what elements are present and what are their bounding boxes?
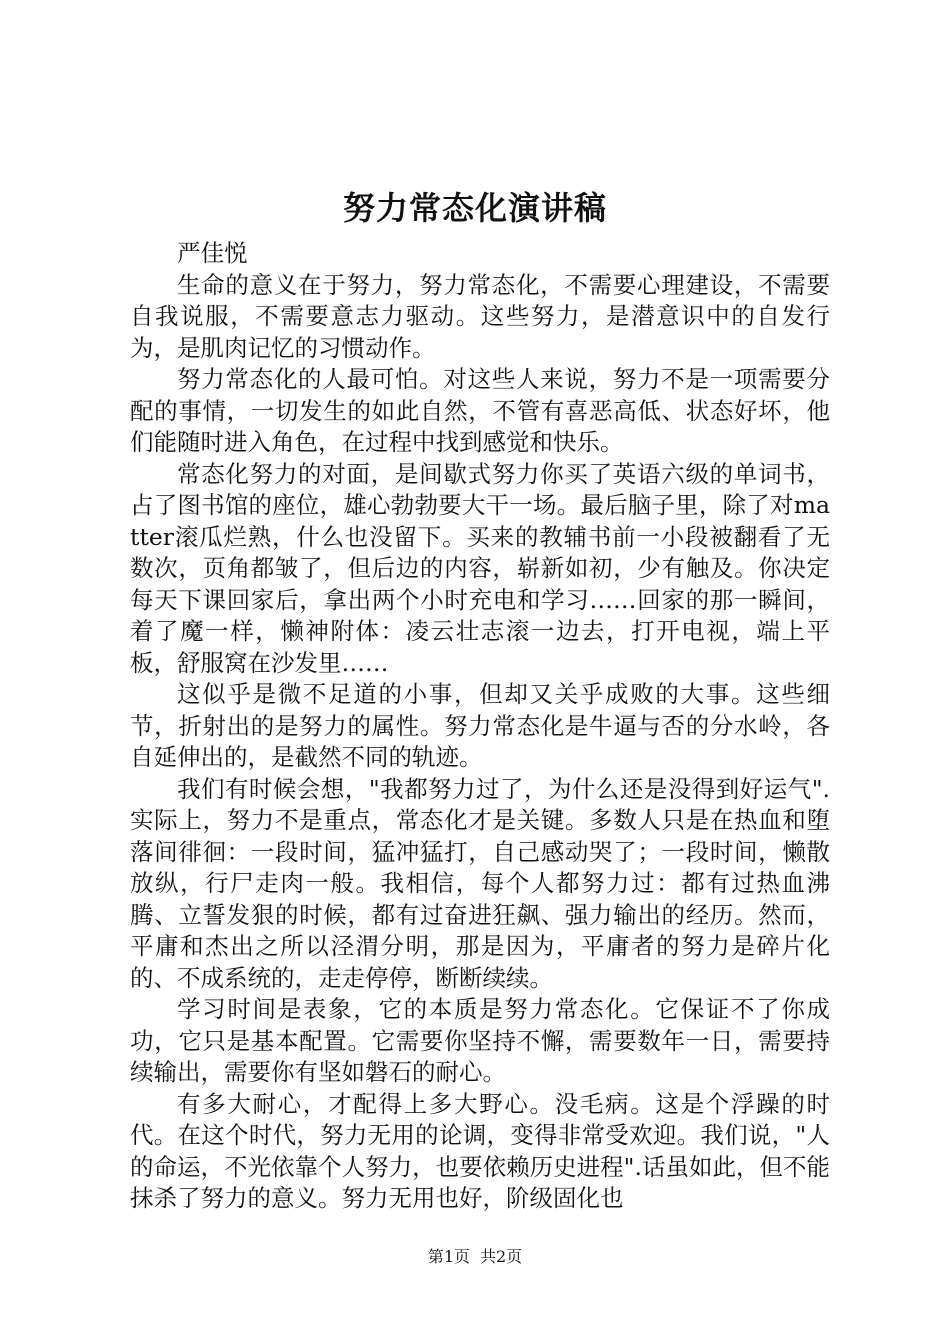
paragraph: 我们有时候会想，"我都努力过了，为什么还是没得到好运气".实际上，努力不是重点，常态化才是关键。多数人只是在热血和堕落间徘徊：一段时间，猛冲猛打，自己感动哭了；一段时间，懒散放纵，行尸走肉一般。我相信，每个人都努力过：都有过热血沸腾、立誓发狠的时候，都有过奋进狂飙、强力输出的经历。然而，平庸和杰出之所以泾渭分明，那是因为，平庸者的努力是碎片化的、不成系统的，走走停停，断断续续。 [130, 774, 830, 992]
paragraph: 学习时间是表象，它的本质是努力常态化。它保证不了你成功，它只是基本配置。它需要你坚持不懈，需要数年一日，需要持续输出，需要你有坚如磐石的耐心。 [130, 995, 830, 1086]
page-number: 第1页 [427, 1247, 470, 1266]
paragraph: 常态化努力的对面，是间歇式努力你买了英语六级的单词书，占了图书馆的座位，雄心勃勃要大干一场。最后脑子里，除了对matter滚瓜烂熟，什么也没留下。买来的教辅书前一小段被翻看了无数次，页角都皱了，但后边的内容，崭新如初，少有触及。你决定每天下课回家后，拿出两个小时充电和学习……回家的那一瞬间，着了魔一样，懒神附体：凌云壮志滚一边去，打开电视，端上平板，舒服窝在沙发里…… [130, 459, 830, 677]
paragraph: 有多大耐心，才配得上多大野心。没毛病。这是个浮躁的时代。在这个时代，努力无用的论调，变得非常受欢迎。我们说，"人的命运，不光依靠个人努力，也要依赖历史进程".话虽如此，但不能抹杀了努力的意义。努力无用也好，阶级固化也 [130, 1089, 830, 1212]
document-body [130, 238, 830, 1215]
page-total: 共2页 [480, 1247, 523, 1266]
paragraph: 生命的意义在于努力，努力常态化，不需要心理建设，不需要自我说服，不需要意志力驱动。这些努力，是潜意识中的自发行为，是肌肉记忆的习惯动作。 [130, 270, 830, 362]
paragraph: 这似乎是微不足道的小事，但却又关乎成败的大事。这些细节，折射出的是努力的属性。努力常态化是牛逼与否的分水岭，各自延伸出的，是截然不同的轨迹。 [130, 680, 830, 771]
document-title: 努力常态化演讲稿 [342, 189, 607, 227]
paragraph: 努力常态化的人最可怕。对这些人来说，努力不是一项需要分配的事情，一切发生的如此自然，不管有喜恶高低、状态好坏，他们能随时进入角色，在过程中找到感觉和快乐。 [130, 365, 830, 456]
page-footer [0, 1244, 950, 1267]
author-name: 严佳悦 [177, 239, 248, 267]
